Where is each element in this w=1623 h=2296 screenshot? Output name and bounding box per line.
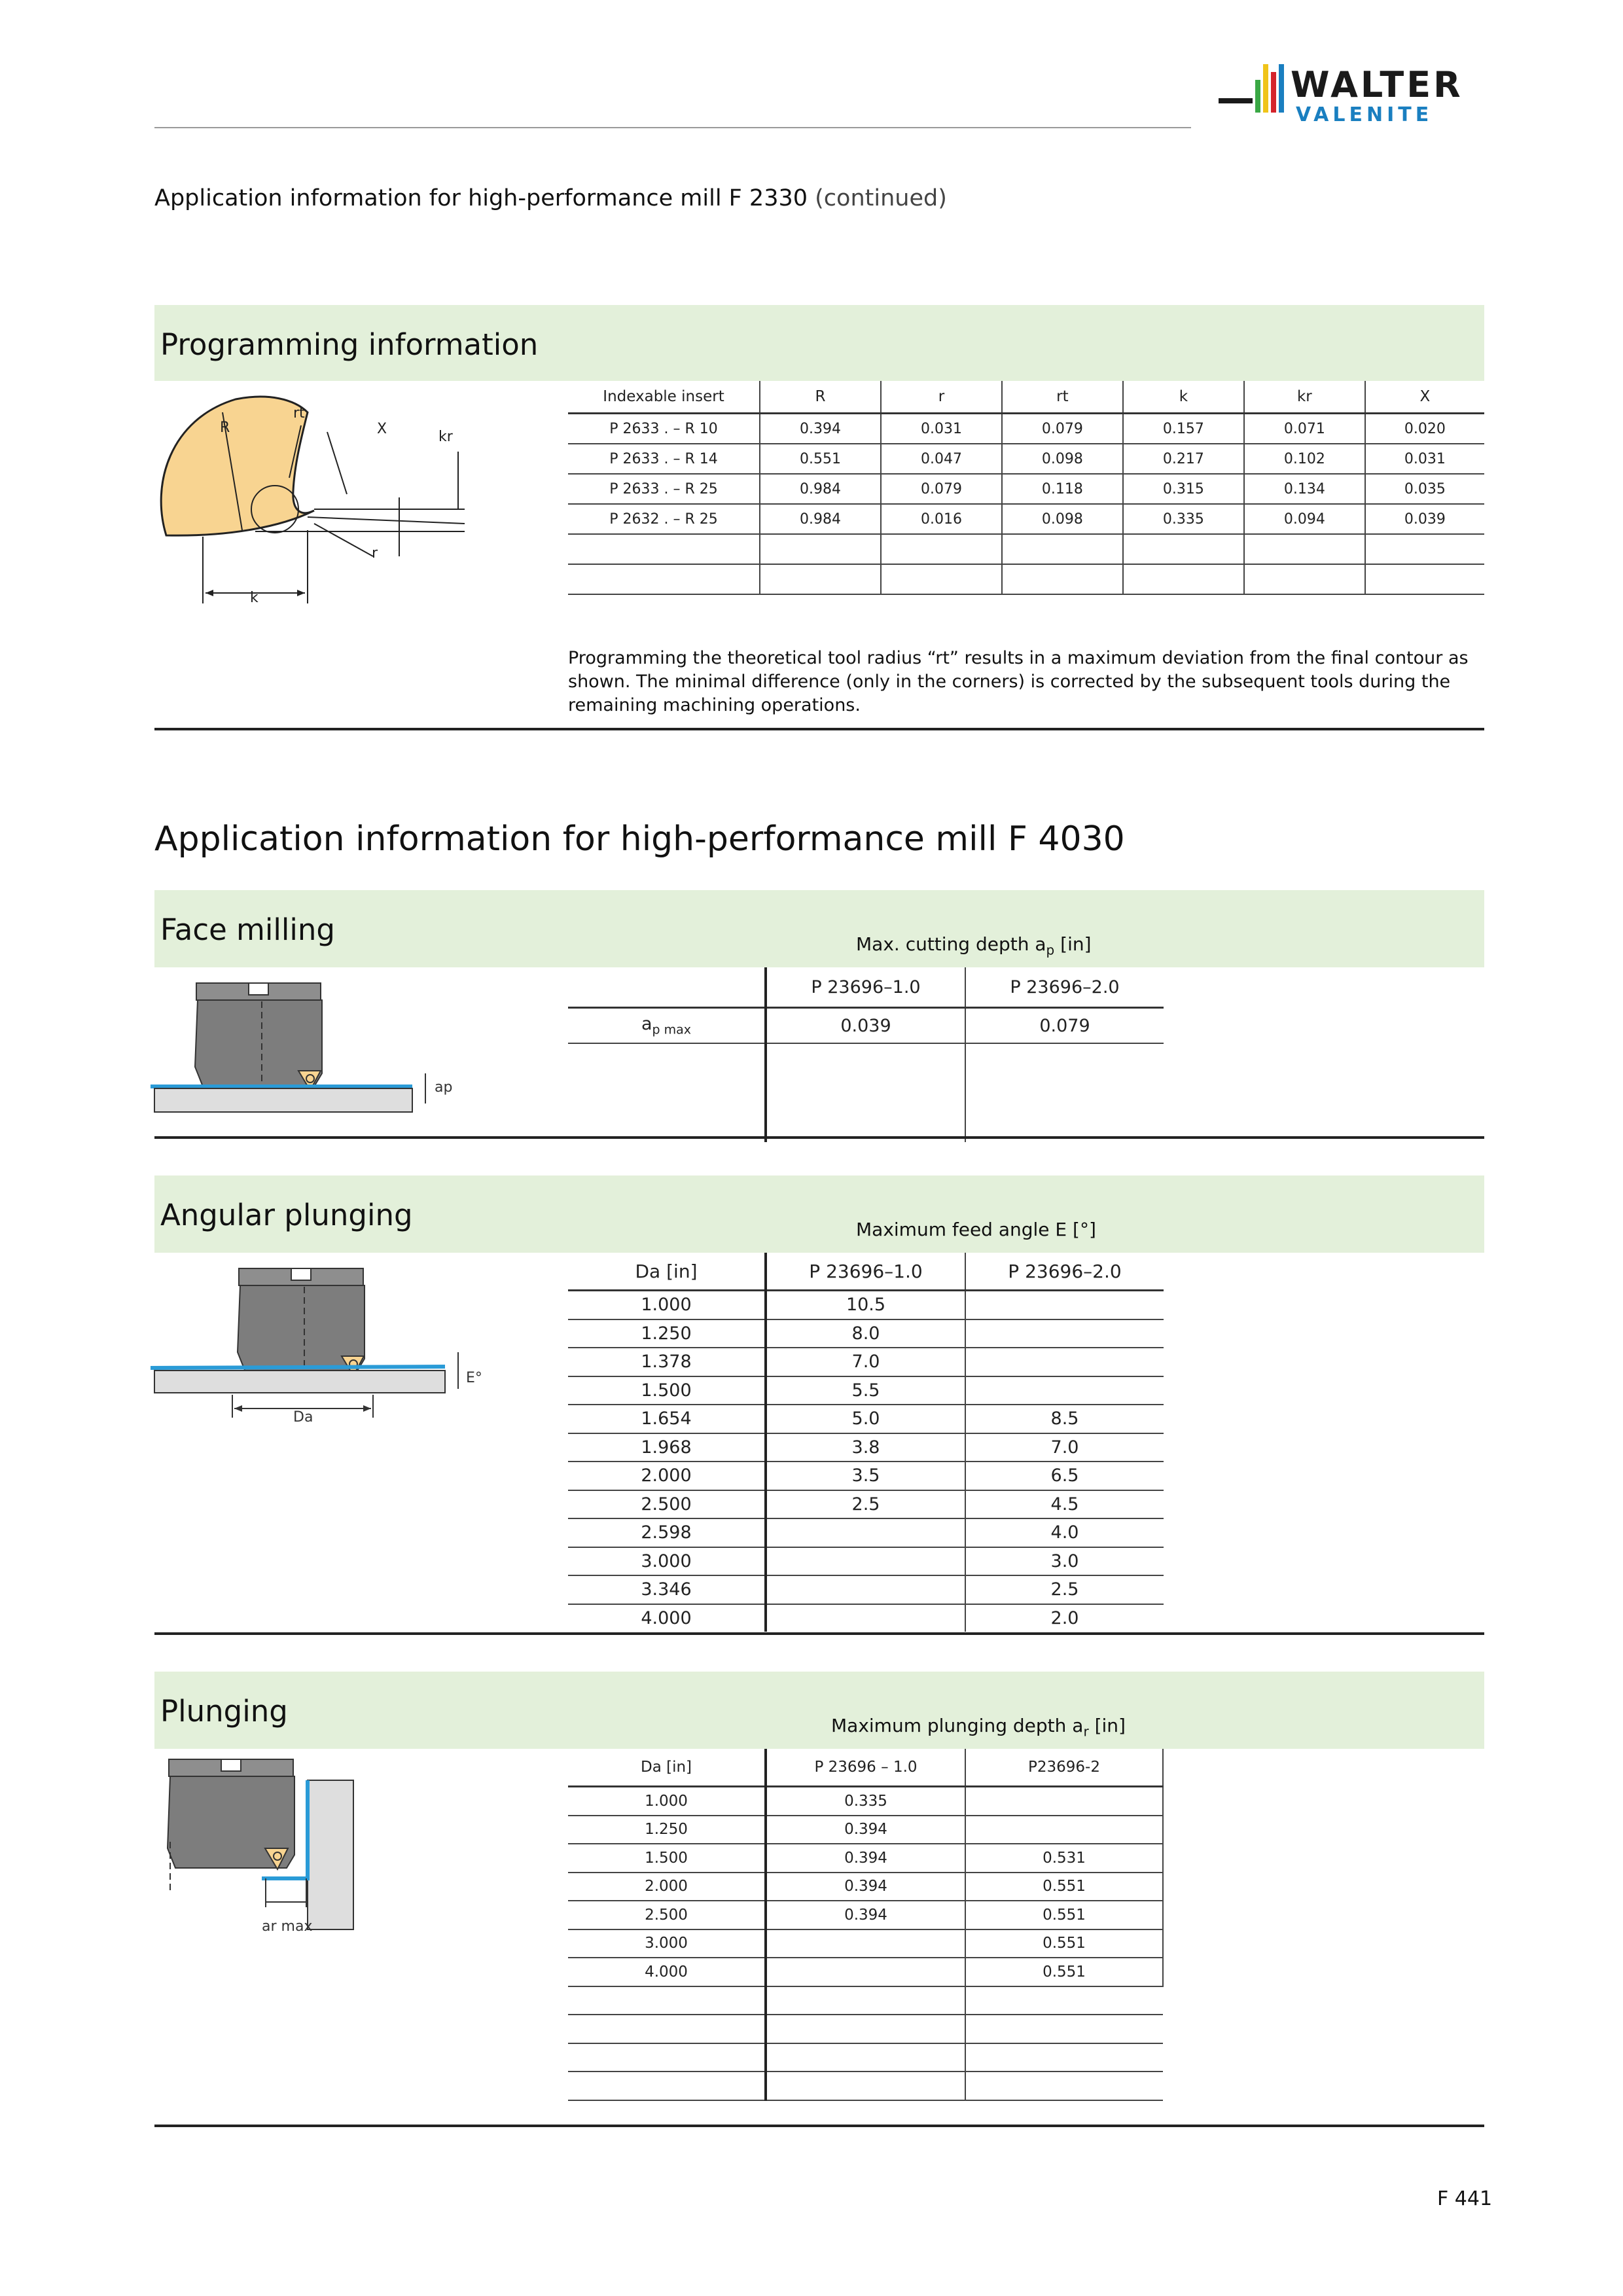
table-row <box>568 1319 1164 1348</box>
table-cell <box>965 2015 1163 2043</box>
diagram-label-Da: Da <box>293 1409 313 1426</box>
diagram-label-ap: ap <box>435 1079 453 1096</box>
table-row <box>568 1547 1164 1576</box>
table-cell: 0.098 <box>1002 504 1123 534</box>
table-row <box>568 1008 1164 1044</box>
caption-sub: r <box>1083 1723 1089 1740</box>
table-cell: 8.0 <box>766 1319 965 1348</box>
table-cell: 4.0 <box>965 1518 1164 1547</box>
table-cell <box>766 1547 965 1576</box>
header-rule <box>154 127 1191 128</box>
table-row <box>568 1043 1164 1142</box>
header-cell: rt <box>1002 381 1123 414</box>
table-cell: 3.8 <box>766 1433 965 1462</box>
header-cell <box>568 967 766 1008</box>
table-cell: 0.984 <box>760 474 881 504</box>
table-row <box>568 2015 1163 2043</box>
table-row <box>568 1291 1164 1319</box>
table-row <box>568 1958 1163 1986</box>
table-cell: 0.551 <box>965 1901 1163 1929</box>
row-label-main: a <box>641 1014 652 1035</box>
table-cell: 2.000 <box>568 1462 766 1490</box>
table-cell <box>1365 534 1484 564</box>
table-cell: 0.094 <box>1244 504 1365 534</box>
header-cell: r <box>881 381 1002 414</box>
table-row <box>568 1873 1163 1901</box>
table-row <box>568 534 1484 564</box>
table-cell: 0.315 <box>1123 474 1244 504</box>
header-cell: P 23696 – 1.0 <box>766 1749 965 1787</box>
table-cell: 0.098 <box>1002 444 1123 474</box>
table-row <box>568 1405 1164 1433</box>
table-cell: 0.551 <box>965 1873 1163 1901</box>
diagram-label-armax: ar max <box>262 1918 313 1935</box>
angular-plunging-caption: Maximum feed angle E [°] <box>856 1219 1096 1240</box>
face-milling-caption <box>856 933 1092 958</box>
table-cell <box>1244 534 1365 564</box>
table-cell: 0.071 <box>1244 414 1365 444</box>
diagram-label-X: X <box>377 421 387 437</box>
table-cell <box>965 1348 1164 1376</box>
table-cell: 0.039 <box>1365 504 1484 534</box>
table-cell: 0.035 <box>1365 474 1484 504</box>
header-cell: P23696-2 <box>965 1749 1163 1787</box>
table-cell: 3.000 <box>568 1929 766 1958</box>
table-cell <box>965 1787 1163 1816</box>
logo-text-bottom: VALENITE <box>1296 103 1433 126</box>
header-cell: P 23696–2.0 <box>965 1253 1164 1291</box>
diagram-label-E: E° <box>466 1370 482 1386</box>
table-row <box>568 1348 1164 1376</box>
table-header-row <box>568 1253 1164 1291</box>
diagram-label-rt: rt <box>293 405 305 422</box>
table-cell: P 2632 . – R 25 <box>568 504 760 534</box>
table-cell: 2.598 <box>568 1518 766 1547</box>
table-row <box>568 564 1484 594</box>
table-cell <box>1123 534 1244 564</box>
caption-sub: p <box>1046 942 1055 958</box>
angular-plunging-table <box>568 1253 1164 1632</box>
table-cell <box>766 1043 965 1142</box>
plunging-diagram <box>151 1757 373 1940</box>
table-cell <box>568 1043 766 1142</box>
caption-unit: [in] <box>1054 933 1092 955</box>
face-milling-band <box>154 890 1484 967</box>
programming-diagram <box>151 386 491 609</box>
programming-note: Programming the theoretical tool radius “rt” results in a maximum deviation from the final contour as shown. The minimal difference (only in the corners) is corrected by the subsequent tools during the remaining machining operations. <box>568 648 1469 715</box>
table-cell: 0.157 <box>1123 414 1244 444</box>
table-cell: 3.000 <box>568 1547 766 1576</box>
walter-valenite-logo <box>1219 60 1493 132</box>
table-cell: 1.250 <box>568 1816 766 1844</box>
table-cell: 10.5 <box>766 1291 965 1319</box>
table-cell: 0.217 <box>1123 444 1244 474</box>
section-title: Application information for high-performance mill F 4030 <box>154 819 1125 859</box>
table-cell: 2.5 <box>965 1575 1164 1604</box>
table-row <box>568 474 1484 504</box>
table-cell: 1.250 <box>568 1319 766 1348</box>
programming-title: Programming information <box>160 327 539 362</box>
table-cell: 0.551 <box>760 444 881 474</box>
table-cell: 0.531 <box>965 1844 1163 1873</box>
header-cell: k <box>1123 381 1244 414</box>
header-cell: Da [in] <box>568 1253 766 1291</box>
table-cell: 2.5 <box>766 1490 965 1519</box>
table-row <box>568 2043 1163 2072</box>
table-cell <box>1002 564 1123 594</box>
table-cell <box>568 564 760 594</box>
table-cell: 6.5 <box>965 1462 1164 1490</box>
table-row <box>568 1929 1163 1958</box>
header-cell: kr <box>1244 381 1365 414</box>
table-row <box>568 1575 1164 1604</box>
table-cell: 0.102 <box>1244 444 1365 474</box>
header-cell: P 23696–2.0 <box>965 967 1164 1008</box>
table-cell <box>766 2072 965 2100</box>
section-divider <box>154 728 1484 730</box>
table-cell: 3.346 <box>568 1575 766 1604</box>
table-cell <box>760 534 881 564</box>
table-cell <box>568 2015 766 2043</box>
table-row <box>568 1986 1163 2015</box>
diagram-label-kr: kr <box>438 429 453 445</box>
table-cell <box>1002 534 1123 564</box>
table-cell: 0.394 <box>766 1816 965 1844</box>
face-milling-diagram <box>151 975 465 1119</box>
table-cell: 0.079 <box>1002 414 1123 444</box>
table-cell <box>568 2043 766 2072</box>
table-cell <box>766 1575 965 1604</box>
table-cell <box>965 1291 1164 1319</box>
table-cell: 1.000 <box>568 1291 766 1319</box>
table-header-row <box>568 1749 1163 1787</box>
table-row <box>568 1376 1164 1405</box>
table-cell: 1.500 <box>568 1376 766 1405</box>
table-cell: 8.5 <box>965 1405 1164 1433</box>
table-cell <box>1365 564 1484 594</box>
table-cell: 0.134 <box>1244 474 1365 504</box>
table-cell: 0.020 <box>1365 414 1484 444</box>
table-row <box>568 1844 1163 1873</box>
table-cell <box>965 2043 1163 2072</box>
table-cell <box>766 2015 965 2043</box>
table-cell: 1.000 <box>568 1787 766 1816</box>
table-cell: 0.079 <box>965 1008 1164 1044</box>
page-number: F 441 <box>1437 2187 1493 2210</box>
logo-bars-icon <box>1219 60 1291 132</box>
page-subtitle <box>154 185 947 211</box>
table-cell: P 2633 . – R 14 <box>568 444 760 474</box>
logo-text-top: WALTER <box>1291 64 1463 105</box>
table-cell: 0.335 <box>1123 504 1244 534</box>
table-cell: 2.000 <box>568 1873 766 1901</box>
table-cell <box>881 534 1002 564</box>
table-cell <box>1123 564 1244 594</box>
table-cell <box>965 1816 1163 1844</box>
table-cell: 2.500 <box>568 1490 766 1519</box>
table-cell <box>568 1986 766 2015</box>
table-cell <box>965 1043 1164 1142</box>
face-milling-table <box>568 967 1164 1142</box>
table-cell: 1.968 <box>568 1433 766 1462</box>
caption-unit: [in] <box>1088 1715 1126 1736</box>
table-cell <box>766 2043 965 2072</box>
table-cell: 1.378 <box>568 1348 766 1376</box>
table-row <box>568 414 1484 444</box>
table-row <box>568 2072 1163 2100</box>
section-divider <box>154 1136 1484 1139</box>
table-cell: 4.000 <box>568 1958 766 1986</box>
table-cell: 0.394 <box>760 414 881 444</box>
angular-plunging-title: Angular plunging <box>160 1198 413 1232</box>
face-milling-title: Face milling <box>160 912 335 947</box>
subtitle-main: Application information for high-performance mill F 2330 <box>154 185 808 211</box>
header-cell: P 23696–1.0 <box>766 967 965 1008</box>
table-cell: 2.500 <box>568 1901 766 1929</box>
header-cell: P 23696–1.0 <box>766 1253 965 1291</box>
table-cell <box>965 1986 1163 2015</box>
table-cell: 0.394 <box>766 1873 965 1901</box>
table-cell: 7.0 <box>766 1348 965 1376</box>
table-cell: 3.0 <box>965 1547 1164 1576</box>
section-divider <box>154 1632 1484 1635</box>
table-row <box>568 1518 1164 1547</box>
table-cell: 1.654 <box>568 1405 766 1433</box>
table-cell: 0.394 <box>766 1844 965 1873</box>
table-row <box>568 1462 1164 1490</box>
diagram-label-R: R <box>220 420 230 436</box>
caption-main: Max. cutting depth a <box>856 933 1046 955</box>
table-row <box>568 1787 1163 1816</box>
caption-main: Maximum plunging depth a <box>831 1715 1084 1736</box>
section-divider <box>154 2125 1484 2127</box>
table-header-row <box>568 967 1164 1008</box>
table-row <box>568 1816 1163 1844</box>
plunging-title: Plunging <box>160 1694 288 1729</box>
programming-table <box>568 381 1484 595</box>
table-cell: 0.039 <box>766 1008 965 1044</box>
table-cell <box>760 564 881 594</box>
table-cell: 5.0 <box>766 1405 965 1433</box>
table-cell: 4.5 <box>965 1490 1164 1519</box>
table-row <box>568 444 1484 474</box>
plunging-band <box>154 1672 1484 1749</box>
table-cell: 3.5 <box>766 1462 965 1490</box>
table-cell: 1.500 <box>568 1844 766 1873</box>
row-label-sub: p max <box>652 1022 692 1037</box>
subtitle-suffix: (continued) <box>815 185 947 211</box>
table-cell <box>766 1929 965 1958</box>
table-row <box>568 1433 1164 1462</box>
table-cell: 0.118 <box>1002 474 1123 504</box>
table-header-row <box>568 381 1484 414</box>
table-cell <box>1244 564 1365 594</box>
table-cell: 4.000 <box>568 1604 766 1632</box>
table-cell <box>766 1518 965 1547</box>
table-cell: 0.047 <box>881 444 1002 474</box>
table-cell: 5.5 <box>766 1376 965 1405</box>
table-cell <box>965 2072 1163 2100</box>
header-cell: Indexable insert <box>568 381 760 414</box>
table-cell <box>965 1376 1164 1405</box>
table-cell: 2.0 <box>1050 1607 1079 1628</box>
table-cell: P 2633 . – R 10 <box>568 414 760 444</box>
table-cell <box>881 564 1002 594</box>
table-cell: 7.0 <box>965 1433 1164 1462</box>
table-cell <box>568 534 760 564</box>
table-row <box>568 1901 1163 1929</box>
table-cell <box>965 1319 1164 1348</box>
table-row <box>568 1490 1164 1519</box>
table-cell: 0.335 <box>766 1787 965 1816</box>
table-cell: 0.031 <box>1365 444 1484 474</box>
row-label <box>568 1008 766 1044</box>
table-row <box>568 504 1484 534</box>
diagram-label-r: r <box>372 545 378 562</box>
table-cell: 0.016 <box>881 504 1002 534</box>
plunging-caption <box>831 1715 1126 1740</box>
table-cell: 0.551 <box>965 1958 1163 1986</box>
table-cell: P 2633 . – R 25 <box>568 474 760 504</box>
table-cell <box>568 2072 766 2100</box>
table-cell: 0.031 <box>881 414 1002 444</box>
table-cell <box>766 1604 965 1632</box>
table-cell: 0.551 <box>965 1929 1163 1958</box>
header-cell: R <box>760 381 881 414</box>
plunging-table <box>568 1749 1164 2101</box>
table-cell: 0.079 <box>881 474 1002 504</box>
table-cell: 0.394 <box>766 1901 965 1929</box>
table-cell: 0.984 <box>760 504 881 534</box>
table-cell <box>766 1986 965 2015</box>
table-cell <box>766 1958 965 1986</box>
angular-plunging-diagram <box>151 1261 491 1431</box>
table-row <box>568 1604 1164 1632</box>
header-cell: X <box>1365 381 1484 414</box>
header-cell: Da [in] <box>568 1749 766 1787</box>
diagram-label-k: k <box>250 590 259 606</box>
